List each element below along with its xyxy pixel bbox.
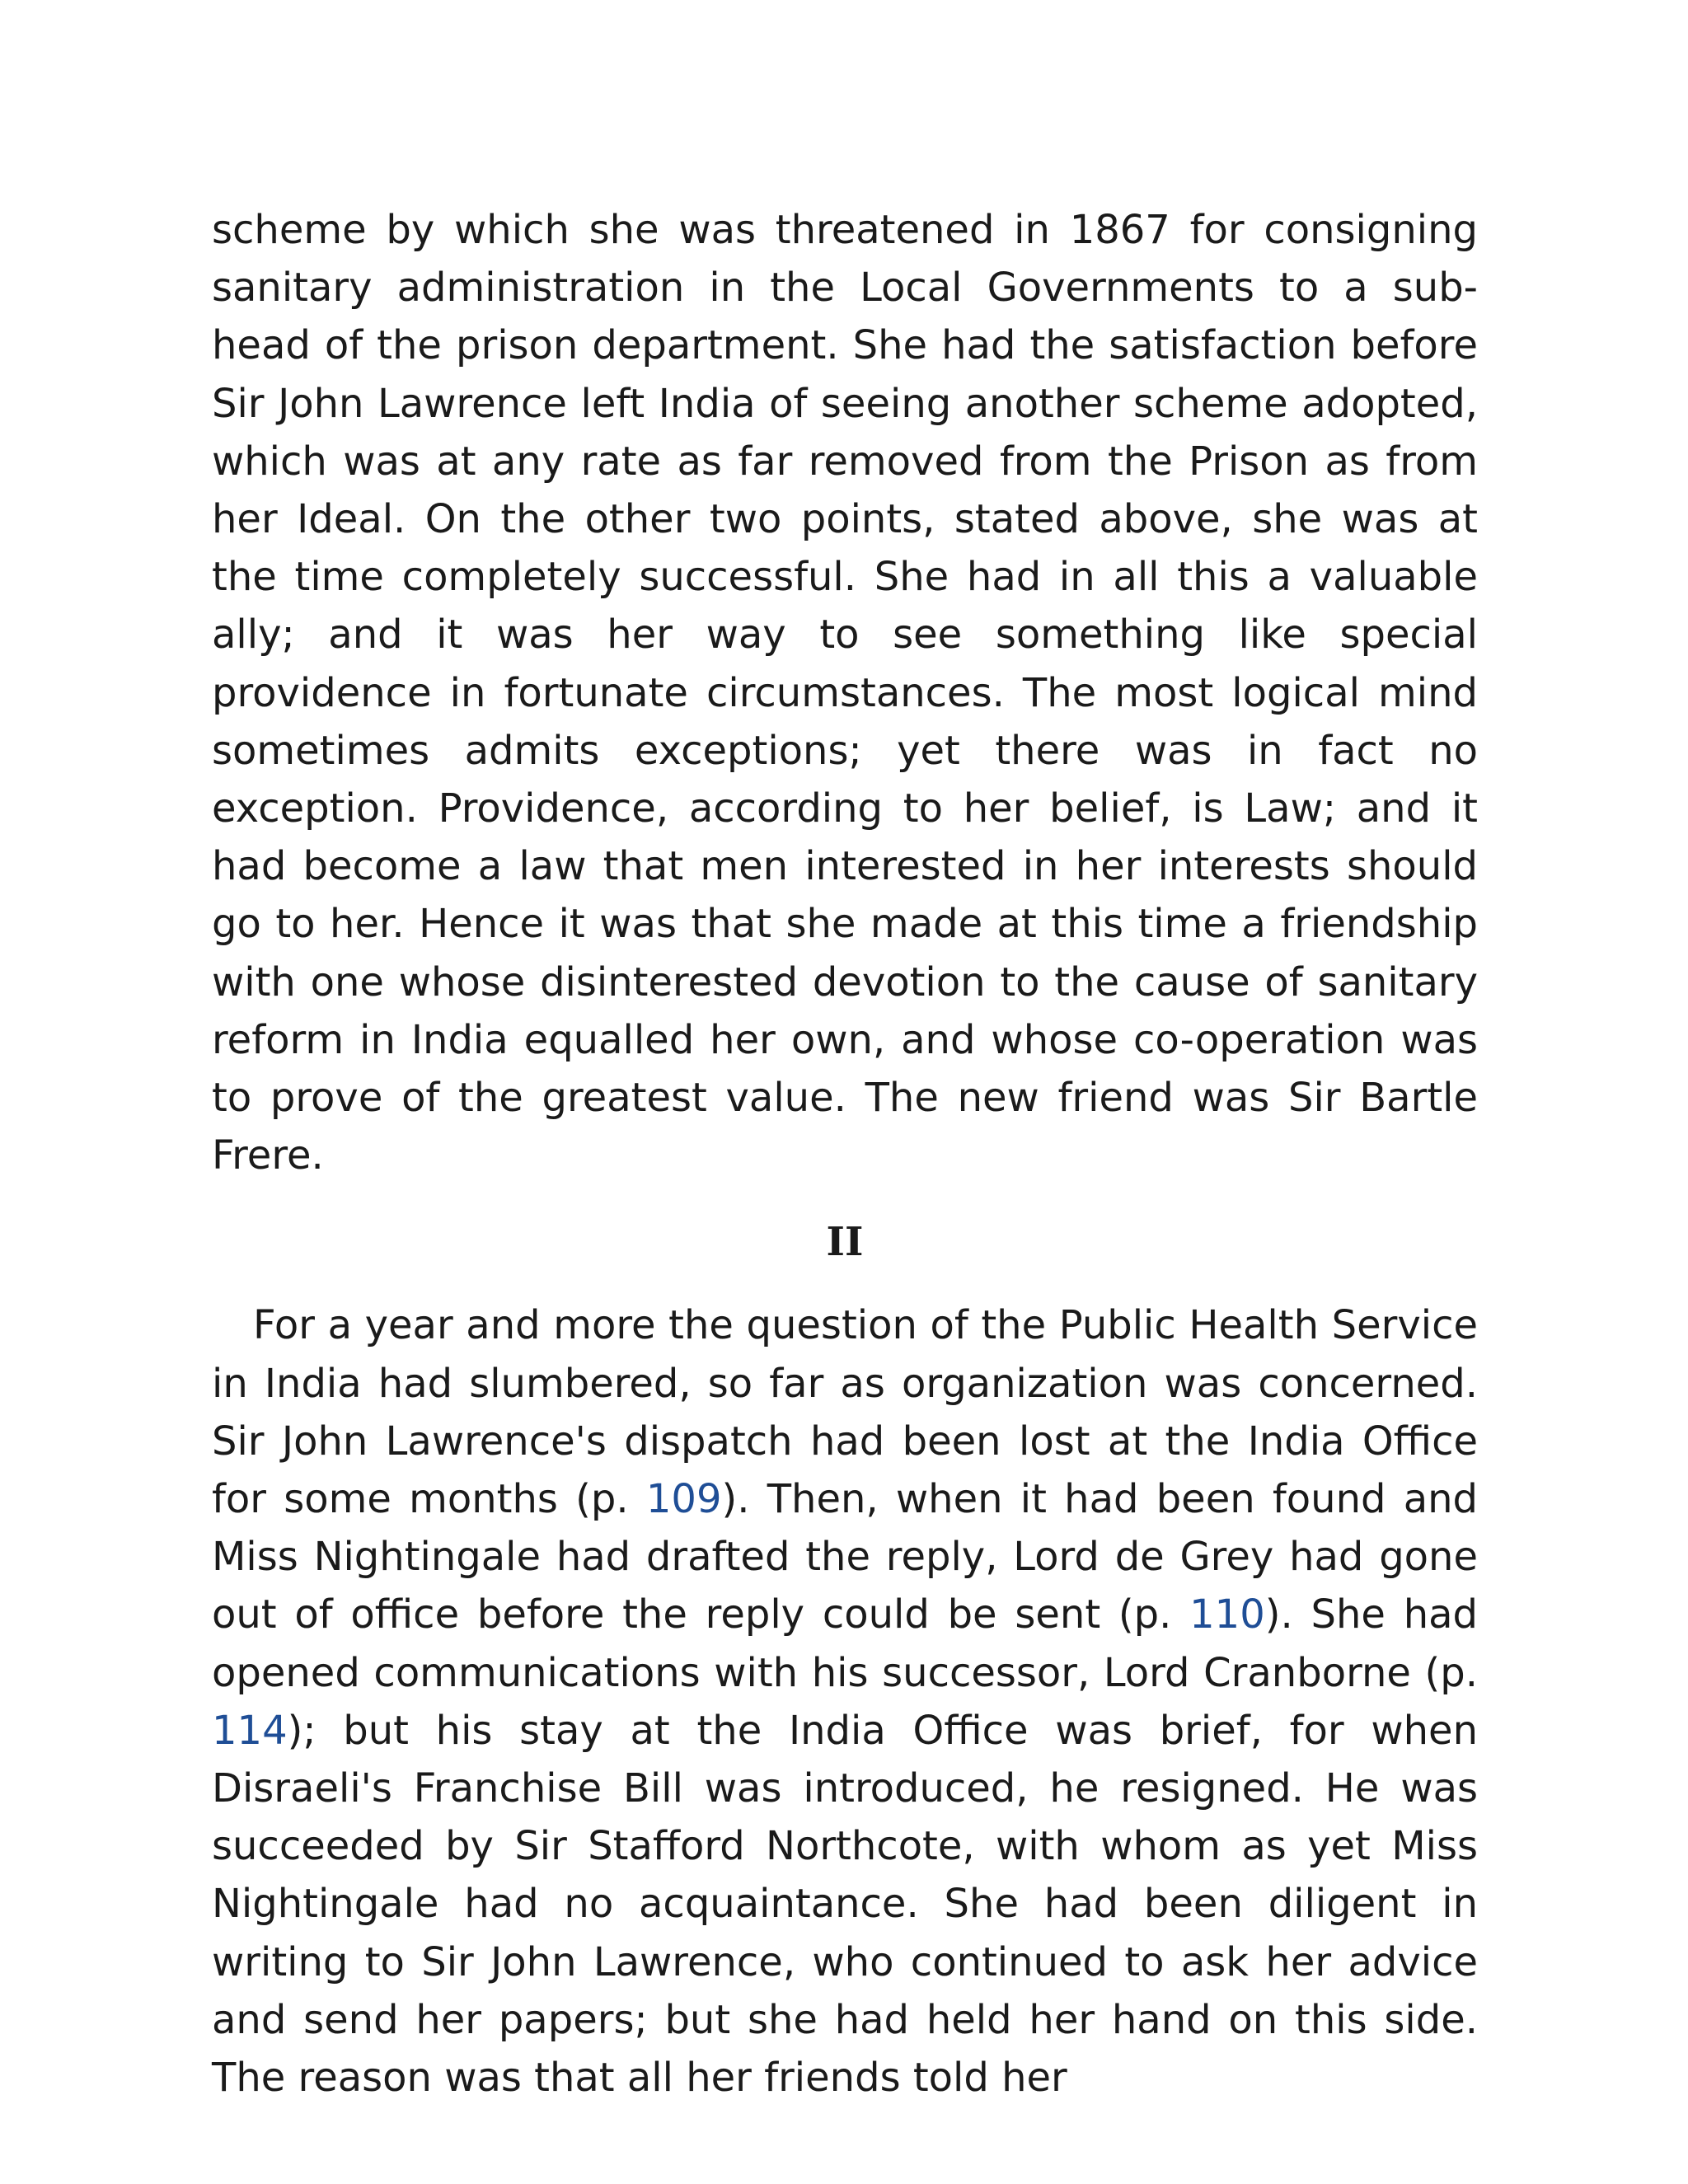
page-reference-link-109[interactable]: 109 [645, 1476, 722, 1523]
paragraph-continued: scheme by which she was threatened in 1867 for consigning sanitary administration in the Local Governments to a sub-head of the prison department. She had the satisfaction before Sir John Lawrence left India of seeing another scheme adopted, which was at any rate as far removed from the Prison as from her Ideal. On the other two points, stated above, she was at the time completely successful. She had in all this a valuable ally; and it was her way to see something like special providence in fortunate circumstances. The most logical mind sometimes admits exceptions; yet there was in fact no exception. Providence, according to her belief, is Law; and it had become a law that men interested in her interests should go to her. Hence it was that she made at this time a friendship with one whose disinterested devotion to the cause of sanitary reform in India equalled her own, and whose co-operation was to prove of the greatest value. The new friend was Sir Bartle Frere. [212, 207, 1478, 1179]
page-reference-link-110[interactable]: 110 [1189, 1591, 1265, 1638]
page-content [212, 201, 1478, 2107]
section-heading: II [826, 1219, 864, 1266]
paragraph-text-segment: ). Then, when it had been found and Miss Nightingale had drafted the reply, Lord de Grey had gone out of office before the reply could be sent (p. [212, 1476, 1478, 1638]
paragraph-text-segment: ); but his stay at the India Office was brief, for when Disraeli's Franchise Bill was introduced, he resigned. He was succeeded by Sir Stafford Northcote, with whom as yet Miss Nightingale had no acquaintance. She had been diligent in writing to Sir John Lawrence, who continued to ask her advice and send her papers; but she had held her hand on this side. The reason was that all her friends told her [212, 1707, 1478, 2102]
page-reference-link-114[interactable]: 114 [212, 1707, 288, 1754]
paragraph-section-ii [212, 1296, 1478, 2107]
paragraph-text-segment: For a year and more the question of the Public Health Service in India had slumbered, so far as organization was concerned. Sir John Lawrence's dispatch had been lost at the India Office for some months (p. [212, 1302, 1478, 1523]
paragraph-text-segment: ). She had opened communications with his successor, Lord Cranborne (p. [212, 1591, 1478, 1696]
